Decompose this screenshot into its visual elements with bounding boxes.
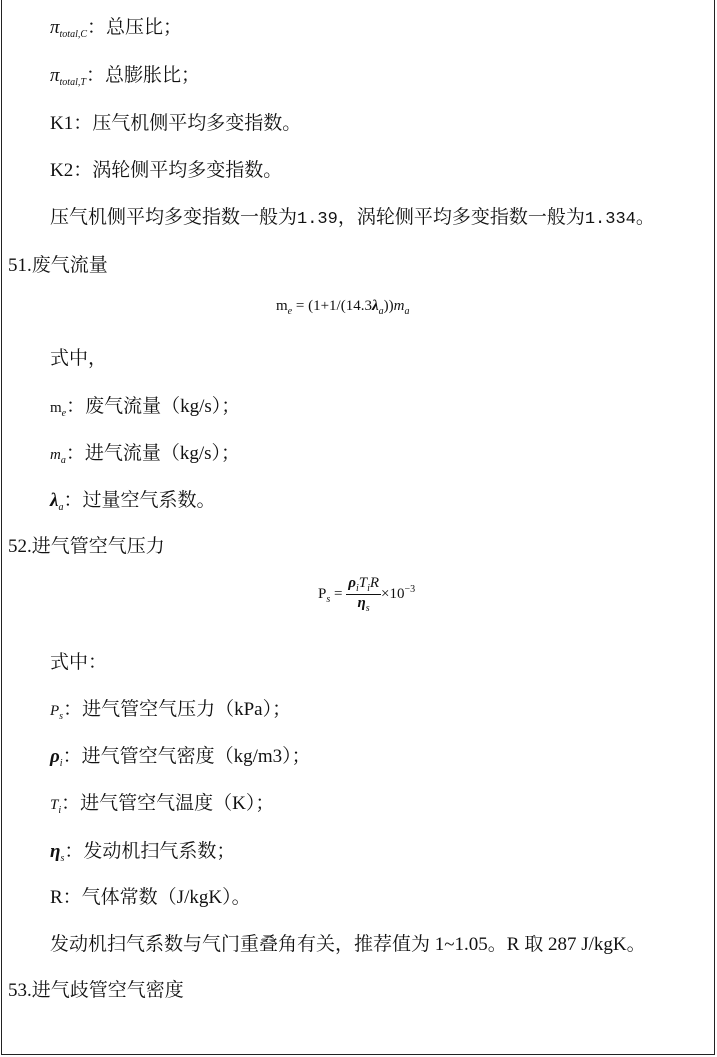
pi-total-t-line: [50, 60, 200, 88]
eta-sub: s: [60, 853, 65, 864]
polytropic-note: [50, 202, 655, 229]
eq52-denominator: [346, 595, 381, 614]
eq52-exponent: −3: [404, 583, 416, 595]
section-heading-51: 51.废气流量: [8, 255, 108, 276]
note-part-1: 压气机侧平均多变指数一般为: [50, 207, 298, 228]
lambda-def: [50, 485, 215, 513]
k1-line: K1：压气机侧平均多变指数。: [50, 113, 302, 134]
eq52-t: T: [358, 575, 368, 591]
ma-symbol: m: [50, 447, 61, 463]
pi-total-t-desc: ：总膨胀比；: [85, 65, 200, 86]
pi-total-c-desc: ：总压比；: [87, 17, 183, 38]
eq52-fraction: [346, 575, 381, 614]
scavenging-note: 发动机扫气系数与气门重叠角有关，推荐值为 1~1.05。R 取 287 J/kgK。: [50, 934, 646, 955]
eq52-lhs: P: [318, 585, 327, 602]
eq52-eta: η: [357, 595, 366, 611]
eq-lhs-sub: e: [287, 306, 293, 317]
where-label-1: 式中，: [50, 348, 108, 369]
eq52-t-sub: i: [367, 583, 370, 594]
pi-subscript: total,C: [59, 29, 88, 40]
me-sub: e: [61, 408, 67, 419]
eq-lambda: λ: [371, 298, 379, 314]
eq52-rho-sub: i: [355, 583, 359, 594]
eq-lhs: m: [276, 298, 288, 314]
note-value-1: 1.39: [297, 210, 338, 229]
lambda-desc: ：过量空气系数。: [63, 490, 216, 511]
pi-subscript: total,T: [59, 77, 86, 88]
eq-m: m: [393, 298, 405, 314]
eq52-eta-sub: s: [365, 603, 370, 614]
eq-end: )): [383, 298, 394, 314]
ma-desc: ：进气流量（kg/s）；: [65, 443, 241, 464]
me-def: [50, 391, 240, 419]
ti-symbol: T: [50, 797, 59, 813]
eq-mid: = (1+1/(14.3: [292, 298, 372, 314]
note-value-2: 1.334: [584, 210, 636, 229]
eq52-lhs-sub: s: [326, 593, 331, 605]
pi-total-c-line: [50, 12, 182, 40]
eq-lambda-sub: a: [378, 306, 384, 317]
rho-def: [50, 741, 311, 769]
ps-desc: ：进气管空气压力（kPa）；: [63, 699, 292, 720]
ps-symbol: P: [50, 703, 60, 719]
pi-symbol: π: [50, 65, 60, 86]
rho-desc: ：进气管空气密度（kg/m3）；: [62, 746, 311, 767]
note-end: 。: [635, 207, 655, 228]
pi-symbol: π: [50, 17, 60, 38]
me-desc: ：废气流量（kg/s）；: [66, 396, 241, 417]
eq52-numerator: [346, 575, 381, 595]
ma-def: [50, 438, 240, 466]
me-symbol: m: [50, 400, 62, 416]
rho-symbol: ρ: [50, 746, 60, 767]
ps-sub: s: [59, 711, 64, 722]
eta-def: [50, 836, 235, 864]
ti-desc: ：进气管空气温度（K）；: [61, 793, 275, 814]
k2-line: K2：涡轮侧平均多变指数。: [50, 160, 283, 181]
ti-sub: i: [58, 805, 62, 816]
section-heading-53: 53.进气歧管空气密度: [8, 980, 184, 1001]
eq-m-sub: a: [404, 306, 410, 317]
eta-desc: ：发动机扫气系数；: [64, 841, 236, 862]
eq52-r: R: [369, 575, 380, 591]
lambda-symbol: λ: [50, 490, 59, 511]
section-heading-52: 52.进气管空气压力: [8, 536, 165, 557]
r-def: R：气体常数（J/kgK）。: [50, 887, 251, 908]
eq52-equals: =: [330, 585, 347, 602]
ma-sub: a: [60, 455, 66, 466]
eq52-times: ×10: [381, 585, 405, 602]
where-label-2: 式中：: [50, 652, 108, 673]
eq52-rho: ρ: [348, 575, 356, 591]
rho-sub: i: [59, 758, 63, 769]
lambda-sub: a: [58, 502, 64, 513]
equation-52: [318, 575, 415, 614]
eta-symbol: η: [50, 841, 61, 862]
equation-51: [276, 298, 409, 317]
ps-def: [50, 694, 291, 722]
note-part-2: ，涡轮侧平均多变指数一般为: [337, 207, 585, 228]
ti-def: [50, 788, 274, 816]
